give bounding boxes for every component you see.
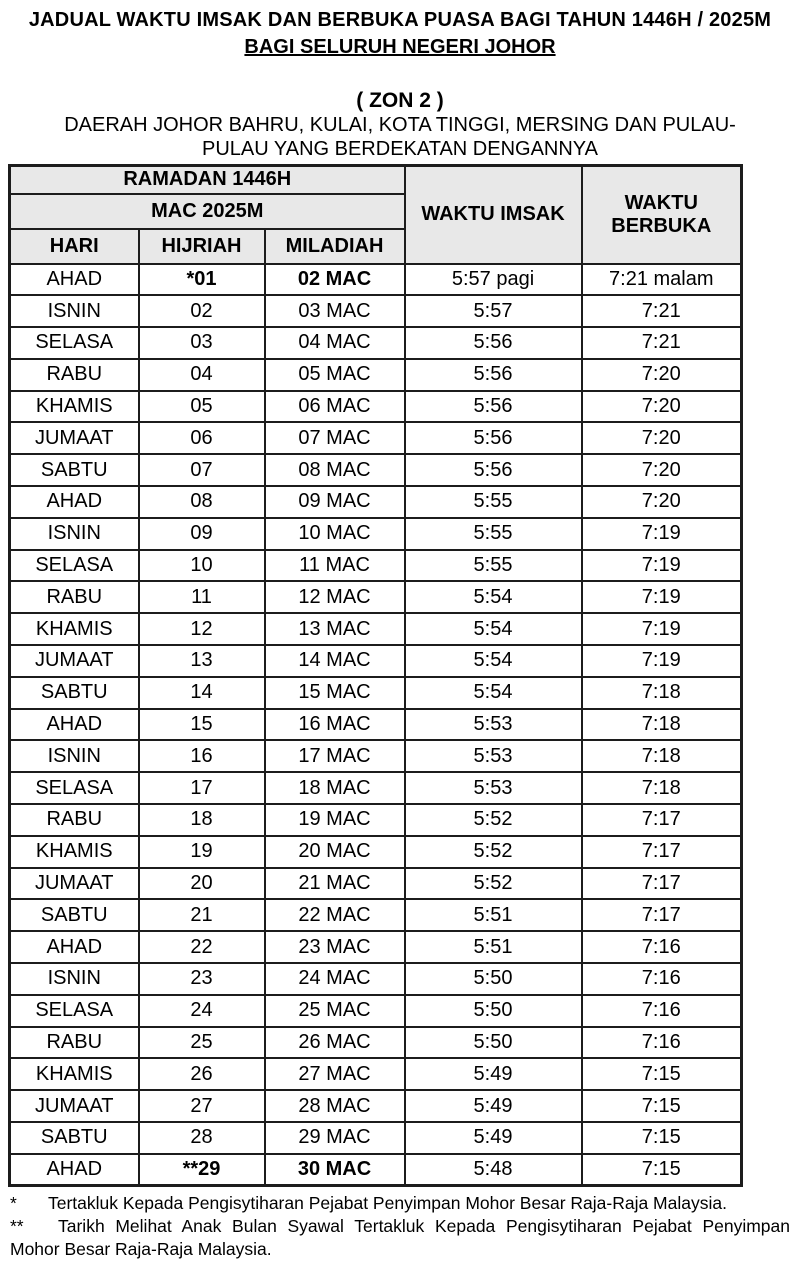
hijriah-cell: 06 [139,422,265,454]
hijriah-cell: 02 [139,295,265,327]
hijriah-cell: 11 [139,581,265,613]
hijriah-cell: 14 [139,677,265,709]
hijriah-cell: 04 [139,359,265,391]
table-row [10,645,742,677]
table-row [10,804,742,836]
imsak-cell: 5:55 [405,518,582,550]
imsak-cell: 5:56 [405,327,582,359]
berbuka-cell: 7:21 malam [582,264,742,296]
hijriah-cell: 16 [139,740,265,772]
page-subtitle: BAGI SELURUH NEGERI JOHOR [244,36,556,58]
day-cell: KHAMIS [10,391,139,423]
hijriah-cell: 24 [139,995,265,1027]
header-waktu-imsak: WAKTU IMSAK [405,166,582,264]
hijriah-cell: 08 [139,486,265,518]
table-row [10,709,742,741]
miladiah-cell: 26 MAC [265,1027,405,1059]
header-ramadan: RAMADAN 1446H [10,166,405,194]
berbuka-cell: 7:15 [582,1090,742,1122]
miladiah-cell: 18 MAC [265,772,405,804]
imsak-cell: 5:54 [405,613,582,645]
miladiah-cell: 14 MAC [265,645,405,677]
imsak-cell: 5:56 [405,422,582,454]
table-row [10,295,742,327]
table-row [10,1027,742,1059]
miladiah-cell: 09 MAC [265,486,405,518]
hijriah-cell: 25 [139,1027,265,1059]
miladiah-cell: 19 MAC [265,804,405,836]
miladiah-cell: 13 MAC [265,613,405,645]
day-cell: SABTU [10,677,139,709]
berbuka-cell: 7:16 [582,995,742,1027]
day-cell: ISNIN [10,740,139,772]
footnote-text: Tarikh Melihat Anak Bulan Syawal Tertakluk Kepada Pengisytiharan Pejabat Penyimpan Mohor Besar Raja-Raja Malaysia. [10,1216,790,1260]
berbuka-cell: 7:17 [582,868,742,900]
table-row [10,1058,742,1090]
day-cell: ISNIN [10,295,139,327]
day-cell: KHAMIS [10,1058,139,1090]
zone-area-line1: DAERAH JOHOR BAHRU, KULAI, KOTA TINGGI, MERSING DAN PULAU- [64,114,736,136]
day-cell: JUMAAT [10,1090,139,1122]
table-row [10,550,742,582]
miladiah-cell: 27 MAC [265,1058,405,1090]
berbuka-cell: 7:18 [582,740,742,772]
hijriah-cell: 12 [139,613,265,645]
page-title: JADUAL WAKTU IMSAK DAN BERBUKA PUASA BAGI TAHUN 1446H / 2025M [28,9,772,31]
schedule-table [8,164,743,1187]
imsak-cell: 5:55 [405,486,582,518]
hijriah-cell: 28 [139,1122,265,1154]
miladiah-cell: 22 MAC [265,899,405,931]
table-row [10,963,742,995]
day-cell: KHAMIS [10,836,139,868]
imsak-cell: 5:52 [405,836,582,868]
day-cell: RABU [10,581,139,613]
schedule-table-body [10,264,742,1186]
miladiah-cell: 02 MAC [265,264,405,296]
hijriah-cell: **29 [139,1154,265,1186]
hijriah-cell: 10 [139,550,265,582]
imsak-cell: 5:54 [405,677,582,709]
berbuka-cell: 7:17 [582,836,742,868]
berbuka-cell: 7:20 [582,486,742,518]
day-cell: RABU [10,359,139,391]
berbuka-cell: 7:18 [582,709,742,741]
day-cell: AHAD [10,1154,139,1186]
berbuka-cell: 7:18 [582,677,742,709]
berbuka-cell: 7:20 [582,359,742,391]
berbuka-cell: 7:20 [582,422,742,454]
berbuka-cell: 7:19 [582,518,742,550]
footnote-marker: * [10,1193,17,1214]
imsak-cell: 5:48 [405,1154,582,1186]
berbuka-cell: 7:15 [582,1058,742,1090]
imsak-cell: 5:57 pagi [405,264,582,296]
imsak-cell: 5:51 [405,931,582,963]
imsak-cell: 5:49 [405,1122,582,1154]
imsak-cell: 5:50 [405,963,582,995]
day-cell: SELASA [10,327,139,359]
hijriah-cell: *01 [139,264,265,296]
table-row [10,868,742,900]
imsak-cell: 5:53 [405,740,582,772]
miladiah-cell: 06 MAC [265,391,405,423]
imsak-cell: 5:53 [405,709,582,741]
day-cell: SELASA [10,772,139,804]
day-cell: SABTU [10,1122,139,1154]
miladiah-cell: 21 MAC [265,868,405,900]
miladiah-cell: 25 MAC [265,995,405,1027]
imsak-cell: 5:52 [405,868,582,900]
header-mac: MAC 2025M [10,194,405,229]
berbuka-cell: 7:18 [582,772,742,804]
table-row [10,931,742,963]
day-cell: RABU [10,804,139,836]
hijriah-cell: 26 [139,1058,265,1090]
day-cell: KHAMIS [10,613,139,645]
day-cell: AHAD [10,709,139,741]
day-cell: JUMAAT [10,422,139,454]
hijriah-cell: 15 [139,709,265,741]
hijriah-cell: 22 [139,931,265,963]
miladiah-cell: 12 MAC [265,581,405,613]
imsak-cell: 5:53 [405,772,582,804]
hijriah-cell: 09 [139,518,265,550]
miladiah-cell: 24 MAC [265,963,405,995]
table-row [10,518,742,550]
day-cell: ISNIN [10,518,139,550]
miladiah-cell: 17 MAC [265,740,405,772]
hijriah-cell: 19 [139,836,265,868]
day-cell: RABU [10,1027,139,1059]
day-cell: SELASA [10,550,139,582]
day-cell: SABTU [10,899,139,931]
berbuka-cell: 7:15 [582,1122,742,1154]
imsak-cell: 5:54 [405,645,582,677]
day-cell: SELASA [10,995,139,1027]
miladiah-cell: 15 MAC [265,677,405,709]
berbuka-cell: 7:19 [582,581,742,613]
berbuka-cell: 7:20 [582,454,742,486]
table-row [10,899,742,931]
imsak-cell: 5:50 [405,995,582,1027]
day-cell: AHAD [10,264,139,296]
table-row [10,1090,742,1122]
imsak-cell: 5:57 [405,295,582,327]
imsak-cell: 5:49 [405,1058,582,1090]
table-row [10,613,742,645]
hijriah-cell: 21 [139,899,265,931]
zone-area-line2: PULAU YANG BERDEKATAN DENGANNYA [201,138,598,160]
imsak-cell: 5:50 [405,1027,582,1059]
footnote [10,1192,790,1215]
berbuka-cell: 7:21 [582,295,742,327]
table-row [10,264,742,296]
berbuka-cell: 7:20 [582,391,742,423]
imsak-cell: 5:49 [405,1090,582,1122]
miladiah-cell: 29 MAC [265,1122,405,1154]
footnote-marker: ** [10,1216,24,1237]
table-row [10,327,742,359]
day-cell: ISNIN [10,963,139,995]
table-row [10,677,742,709]
miladiah-cell: 07 MAC [265,422,405,454]
hijriah-cell: 17 [139,772,265,804]
hijriah-cell: 03 [139,327,265,359]
miladiah-cell: 10 MAC [265,518,405,550]
table-row [10,836,742,868]
zone-label: ( ZON 2 ) [356,89,444,112]
imsak-cell: 5:54 [405,581,582,613]
table-row [10,454,742,486]
header-row-ramadan [10,166,742,194]
berbuka-cell: 7:19 [582,550,742,582]
miladiah-cell: 30 MAC [265,1154,405,1186]
miladiah-cell: 08 MAC [265,454,405,486]
imsak-cell: 5:56 [405,359,582,391]
miladiah-cell: 11 MAC [265,550,405,582]
header-miladiah: MILADIAH [265,229,405,264]
day-cell: SABTU [10,454,139,486]
table-row [10,1122,742,1154]
imsak-cell: 5:51 [405,899,582,931]
hijriah-cell: 13 [139,645,265,677]
table-row [10,486,742,518]
miladiah-cell: 03 MAC [265,295,405,327]
footnote [10,1215,790,1261]
hijriah-cell: 20 [139,868,265,900]
table-row [10,1154,742,1186]
miladiah-cell: 16 MAC [265,709,405,741]
day-cell: JUMAAT [10,645,139,677]
berbuka-cell: 7:19 [582,613,742,645]
berbuka-cell: 7:19 [582,645,742,677]
miladiah-cell: 04 MAC [265,327,405,359]
day-cell: AHAD [10,486,139,518]
table-row [10,995,742,1027]
miladiah-cell: 20 MAC [265,836,405,868]
table-row [10,359,742,391]
hijriah-cell: 05 [139,391,265,423]
imsak-cell: 5:56 [405,454,582,486]
footnote-text: Tertakluk Kepada Pengisytiharan Pejabat Penyimpan Mohor Besar Raja-Raja Malaysia. [48,1193,727,1214]
berbuka-cell: 7:21 [582,327,742,359]
berbuka-cell: 7:16 [582,931,742,963]
berbuka-cell: 7:15 [582,1154,742,1186]
miladiah-cell: 23 MAC [265,931,405,963]
miladiah-cell: 05 MAC [265,359,405,391]
header-hari: HARI [10,229,139,264]
imsak-cell: 5:52 [405,804,582,836]
header-waktu-berbuka: WAKTU BERBUKA [582,166,742,264]
hijriah-cell: 27 [139,1090,265,1122]
footnotes [0,1187,800,1261]
hijriah-cell: 18 [139,804,265,836]
imsak-cell: 5:56 [405,391,582,423]
header-hijriah: HIJRIAH [139,229,265,264]
berbuka-cell: 7:16 [582,1027,742,1059]
table-row [10,422,742,454]
document-header [0,0,800,161]
day-cell: JUMAAT [10,868,139,900]
berbuka-cell: 7:16 [582,963,742,995]
miladiah-cell: 28 MAC [265,1090,405,1122]
table-row [10,740,742,772]
berbuka-cell: 7:17 [582,804,742,836]
imsak-cell: 5:55 [405,550,582,582]
schedule-table-head [10,166,742,264]
table-row [10,581,742,613]
berbuka-cell: 7:17 [582,899,742,931]
day-cell: AHAD [10,931,139,963]
table-row [10,772,742,804]
hijriah-cell: 07 [139,454,265,486]
hijriah-cell: 23 [139,963,265,995]
table-row [10,391,742,423]
